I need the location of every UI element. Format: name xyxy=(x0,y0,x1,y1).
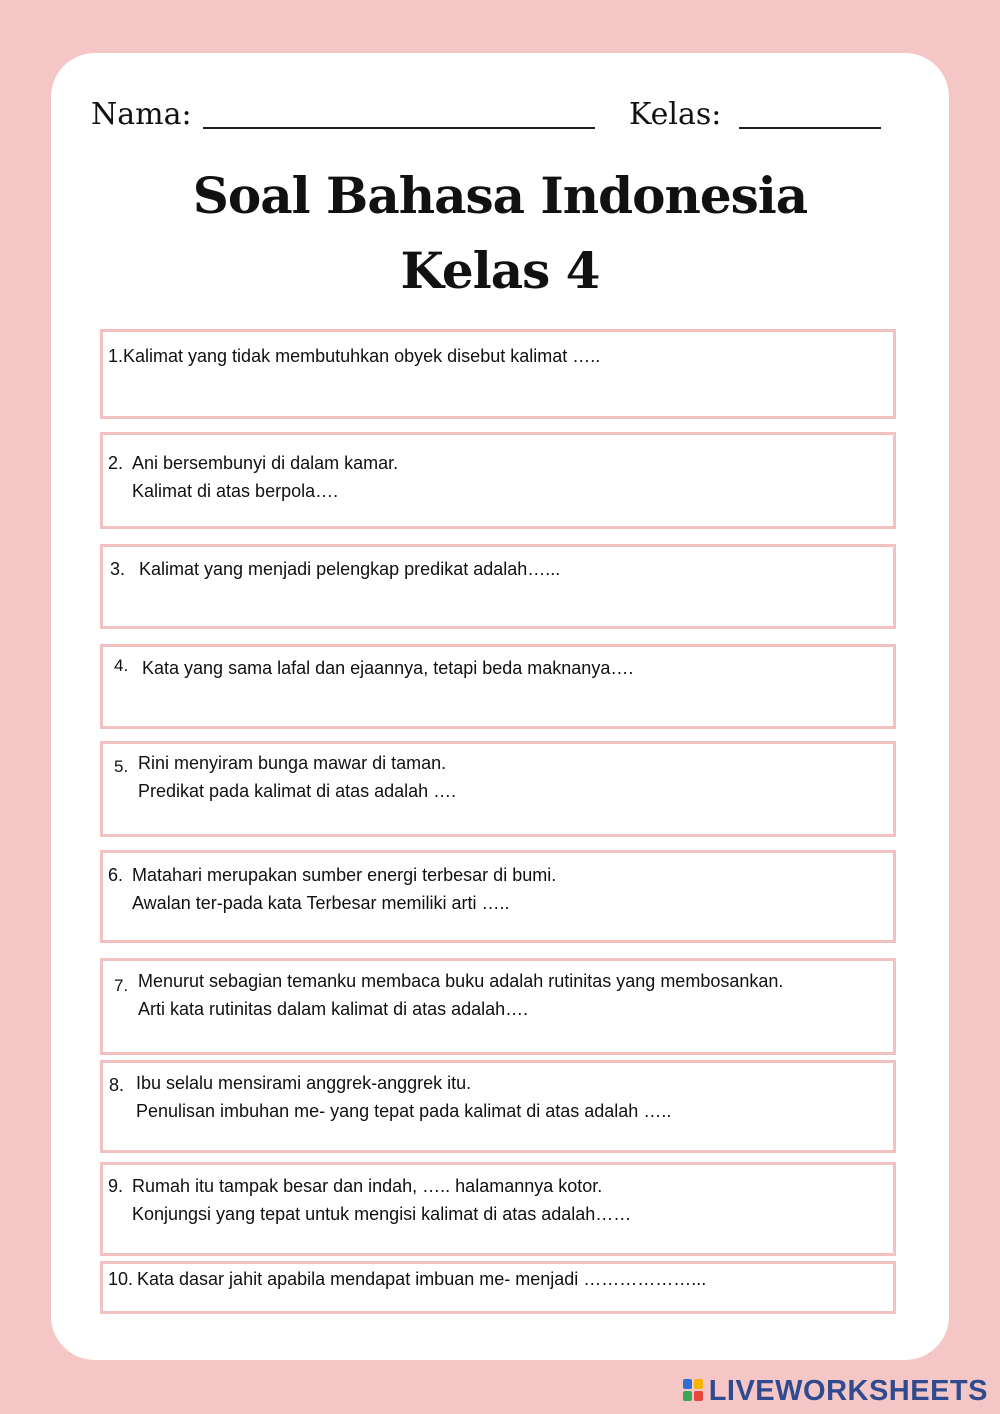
name-label: Nama: xyxy=(91,97,192,132)
question-text: Rumah itu tampak besar dan indah, ….. halamannya kotor. xyxy=(132,1176,603,1196)
class-label: Kelas: xyxy=(629,97,722,132)
page-title: Soal Bahasa Indonesia xyxy=(192,166,808,225)
question-text: Konjungsi yang tepat untuk mengisi kalimat di atas adalah…… xyxy=(132,1204,632,1224)
class-field-line[interactable] xyxy=(739,97,881,129)
question-number: 6. xyxy=(108,865,124,885)
logo-text: LIVEWORKSHEETS xyxy=(708,1374,988,1407)
question-box xyxy=(100,1060,896,1153)
question-number: 8. xyxy=(109,1075,125,1095)
question-text: Arti kata rutinitas dalam kalimat di atas adalah…. xyxy=(138,999,529,1019)
question-box xyxy=(100,850,896,943)
question-box xyxy=(100,741,896,837)
question-box xyxy=(100,1162,896,1256)
liveworksheets-logo xyxy=(683,1376,988,1406)
question-number: 5. xyxy=(114,757,129,776)
page-subtitle: Kelas 4 xyxy=(400,241,600,300)
student-info-row xyxy=(91,97,891,137)
question-text: Kalimat yang menjadi pelengkap predikat adalah…... xyxy=(139,559,561,579)
question-text: Menurut sebagian temanku membaca buku adalah rutinitas yang membosankan. xyxy=(138,971,784,991)
question-number: 3. xyxy=(110,559,126,579)
question-text: Kata dasar jahit apabila mendapat imbuan me- menjadi ………………... xyxy=(137,1269,707,1289)
question-number: 7. xyxy=(114,976,129,995)
question-text: Ani bersembunyi di dalam kamar. xyxy=(132,453,399,473)
worksheet-card xyxy=(51,53,949,1360)
question-text: Predikat pada kalimat di atas adalah …. xyxy=(138,781,457,801)
question-number: 1. xyxy=(108,346,124,366)
question-box xyxy=(100,329,896,419)
question-text: Ibu selalu mensirami anggrek-anggrek itu. xyxy=(136,1073,472,1093)
question-text: Matahari merupakan sumber energi terbesar di bumi. xyxy=(132,865,557,885)
question-text: Kalimat di atas berpola…. xyxy=(132,481,339,501)
question-box xyxy=(100,644,896,729)
question-box xyxy=(100,544,896,629)
question-number: 2. xyxy=(108,453,124,473)
question-number: 10. xyxy=(108,1269,134,1289)
question-text: Rini menyiram bunga mawar di taman. xyxy=(138,753,447,773)
question-number: 4. xyxy=(114,656,129,675)
question-text: Kalimat yang tidak membutuhkan obyek disebut kalimat ….. xyxy=(123,346,601,366)
question-text: Awalan ter-pada kata Terbesar memiliki arti ….. xyxy=(132,893,510,913)
question-text: Penulisan imbuhan me- yang tepat pada kalimat di atas adalah ….. xyxy=(136,1101,672,1121)
question-box xyxy=(100,1261,896,1314)
question-number: 9. xyxy=(108,1176,124,1196)
name-field-line[interactable] xyxy=(203,97,595,129)
question-box xyxy=(100,432,896,529)
liveworksheets-logo-icon xyxy=(683,1379,705,1403)
question-text: Kata yang sama lafal dan ejaannya, tetapi beda maknanya…. xyxy=(142,658,634,678)
question-box xyxy=(100,958,896,1055)
